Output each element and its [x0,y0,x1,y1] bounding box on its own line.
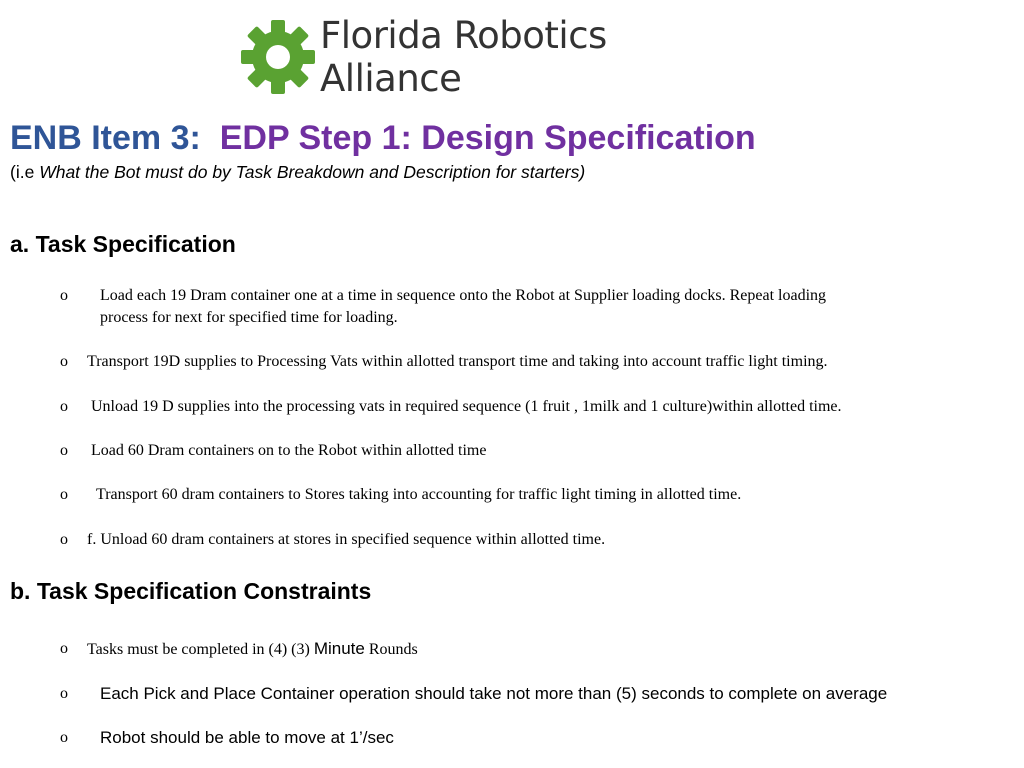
gear-icon [240,19,316,95]
list-item-text: Robot should be able to move at 1’/sec [100,728,394,747]
bullet-icon: o [60,442,68,459]
list-item-text: f. Unload 60 dram containers at stores in specified sequence within allotted time. [87,531,606,548]
list-item-text-line-1: Load each 19 Dram container one at a time in sequence onto the Robot at Supplier loading docks. Repeat loading [100,287,827,304]
subtitle [10,162,585,183]
title-item-label: ENB Item 3: [10,119,201,157]
bullet-icon: o [60,398,68,415]
subtitle-italic: What the Bot must do by Task Breakdown and Description for starters) [39,162,586,182]
list-item-text: Unload 19 D supplies into the processing vats in required sequence (1 fruit , 1milk and 1 culture)within allotted time. [91,398,842,415]
list-item-text [87,638,418,661]
bullet-icon: o [60,531,68,548]
logo-text [320,14,607,100]
logo-line-2: Alliance [320,57,462,100]
list-item-text-a: Tasks must be completed in (4) (3) [87,641,314,658]
list-item-text: Each Pick and Place Container operation should take not more than (5) seconds to complete on average [100,684,888,703]
section-a-heading: a. Task Specification [10,231,236,257]
list-item-text: Transport 60 dram containers to Stores taking into accounting for traffic light timing in allotted time. [96,486,742,503]
logo-line-1: Florida Robotics [320,14,607,57]
bullet-icon: o [60,486,68,503]
bullet-icon: o [60,287,68,304]
bullet-icon: o [60,353,68,370]
bullet-icon: o [60,685,68,702]
list-item-text-b: Minute [313,639,365,658]
page-title [10,118,756,158]
logo [240,14,640,104]
title-step-label: EDP Step 1: Design Specification [219,119,756,157]
section-b-heading: b. Task Specification Constraints [10,578,372,604]
subtitle-prefix: (i.e [10,162,40,182]
list-item-text: Load 60 Dram containers on to the Robot within allotted time [91,442,487,459]
list-item-text: Transport 19D supplies to Processing Vats within allotted transport time and taking into account traffic light timing. [87,353,828,370]
list-item-text-c: Rounds [364,641,418,658]
bullet-icon: o [60,729,68,746]
bullet-icon: o [60,640,68,657]
list-item-text-line-2: process for next for specified time for loading. [100,309,398,326]
